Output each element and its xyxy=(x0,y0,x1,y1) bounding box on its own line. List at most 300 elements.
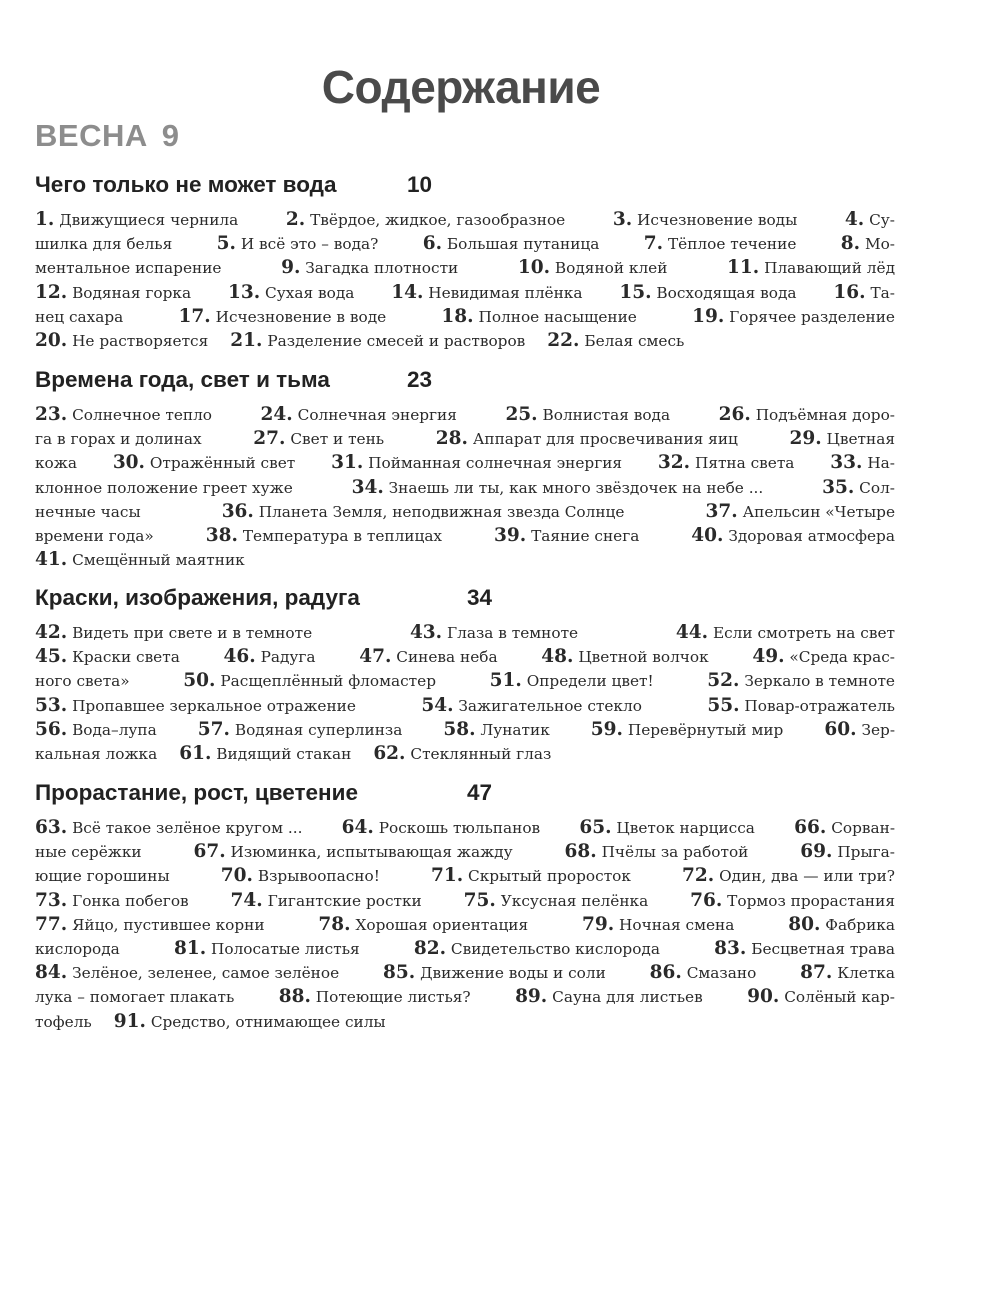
section-page[interactable]: 23 xyxy=(407,367,433,392)
entry-number: 86. xyxy=(649,962,682,984)
entry-number: 90. xyxy=(747,986,780,1008)
toc-entry[interactable] xyxy=(352,476,764,500)
toc-line xyxy=(35,840,895,864)
entry-number: 72. xyxy=(682,865,715,887)
entry-title: Водяной клей xyxy=(554,259,668,278)
entry-title: Знаешь ли ты, как много звёздочек на небе ... xyxy=(388,478,764,497)
entry-title: кислорода xyxy=(35,940,120,959)
entry-number: 13. xyxy=(227,281,261,303)
toc-entry[interactable] xyxy=(707,694,895,718)
entries xyxy=(35,208,895,353)
toc-entry[interactable] xyxy=(179,742,351,766)
season-page: 9 xyxy=(161,118,180,153)
section-title[interactable]: Прорастание, рост, цветение xyxy=(35,780,358,805)
entry-number: 69. xyxy=(800,841,833,863)
entry-number: 89. xyxy=(515,986,548,1008)
entry-number: 60. xyxy=(824,718,857,740)
toc-entry[interactable] xyxy=(431,864,631,888)
entry-number: 55. xyxy=(707,694,740,716)
toc-entry[interactable] xyxy=(515,985,703,1009)
toc-entry[interactable] xyxy=(35,403,212,427)
entry-title: Яйцо, пустившее корни xyxy=(72,915,265,934)
entry-title: Волнистая вода xyxy=(542,406,671,424)
toc-entry[interactable] xyxy=(752,645,895,669)
toc-entry[interactable] xyxy=(658,451,795,475)
toc-entry[interactable] xyxy=(359,645,497,669)
entry-number: 11. xyxy=(727,257,760,279)
toc-entry[interactable] xyxy=(35,985,234,1009)
toc-entry[interactable] xyxy=(35,621,312,645)
toc-entry[interactable] xyxy=(800,840,895,864)
toc-entry[interactable] xyxy=(410,621,578,645)
toc-entry[interactable] xyxy=(833,281,895,305)
entry-title: ментальное испарение xyxy=(35,259,222,278)
toc-entry[interactable] xyxy=(676,621,895,645)
entry-number: 74. xyxy=(230,889,263,911)
toc-entry[interactable] xyxy=(35,548,245,572)
toc-line xyxy=(35,864,895,888)
toc-entry[interactable] xyxy=(822,476,895,500)
toc-entry[interactable] xyxy=(830,451,895,475)
toc-entry[interactable] xyxy=(224,645,316,669)
entry-number: 61. xyxy=(179,743,212,765)
toc-entry[interactable] xyxy=(788,913,895,937)
entry-number: 21. xyxy=(230,330,263,352)
toc-entry[interactable] xyxy=(279,985,471,1009)
entry-number: 33. xyxy=(830,452,863,474)
entry-number: 4. xyxy=(844,209,865,230)
entry-title: Полное насыщение xyxy=(478,307,637,326)
toc-entry[interactable] xyxy=(174,937,360,961)
entry-number: 68. xyxy=(564,841,597,863)
entry-title: кальная ложка xyxy=(35,745,158,764)
toc-entry[interactable] xyxy=(35,913,265,937)
toc-line xyxy=(35,1010,895,1034)
entry-title: Та- xyxy=(870,283,895,302)
entry-title: Ночная смена xyxy=(619,915,735,934)
entry-title: Средство, отнимающее силы xyxy=(150,1012,386,1031)
entry-number: 58. xyxy=(443,718,476,740)
entry-title: Не растворяется xyxy=(72,332,209,351)
entry-title: Солнечное тепло xyxy=(72,406,213,424)
toc-entry[interactable] xyxy=(692,305,895,329)
entry-number: 87. xyxy=(800,962,833,984)
toc-entry[interactable] xyxy=(841,232,895,256)
toc-entry[interactable] xyxy=(565,840,749,864)
entry-number: 77. xyxy=(35,913,68,935)
entry-number: 2. xyxy=(285,209,306,230)
toc-entry[interactable] xyxy=(231,889,422,913)
entry-number: 81. xyxy=(173,938,207,960)
toc-entry[interactable] xyxy=(35,232,172,256)
entry-title: Зелёное, зеленее, самое зелёное xyxy=(72,964,340,983)
entry-title: Глаза в темноте xyxy=(447,624,579,642)
entry-title: Клетка xyxy=(837,964,895,983)
entry-title: Апельсин «Четыре xyxy=(742,502,895,521)
toc-entry[interactable] xyxy=(391,281,582,305)
toc-entry[interactable] xyxy=(342,816,540,840)
entry-number: 42. xyxy=(35,622,68,643)
toc-entry[interactable] xyxy=(35,864,170,888)
toc-entry[interactable] xyxy=(35,451,77,475)
entry-title: Определи цвет! xyxy=(526,672,654,691)
toc-entry[interactable] xyxy=(35,645,180,669)
entry-number: 52. xyxy=(707,670,740,692)
entry-number: 29. xyxy=(789,428,822,450)
toc-entry[interactable] xyxy=(318,913,528,937)
entry-title: Фабрика xyxy=(825,915,895,934)
toc-entry[interactable] xyxy=(35,961,339,985)
toc-line xyxy=(35,985,895,1009)
entry-title: Аппарат для просвечивания яиц xyxy=(472,430,738,449)
entry-number: 79. xyxy=(581,913,615,935)
toc-line xyxy=(35,281,895,305)
entry-title: га в горах и долинах xyxy=(35,430,202,449)
toc-entry[interactable] xyxy=(228,281,354,305)
entry-number: 49. xyxy=(752,646,785,668)
entry-title: Температура в теплицах xyxy=(242,527,443,546)
toc-entry[interactable] xyxy=(193,840,512,864)
toc-entry[interactable] xyxy=(35,816,302,840)
toc-line xyxy=(35,500,895,524)
entry-number: 44. xyxy=(675,622,709,643)
toc-line xyxy=(35,256,895,280)
entry-number: 19. xyxy=(692,305,725,327)
page-title: Содержание xyxy=(321,61,601,113)
toc-entry[interactable] xyxy=(727,256,895,280)
entry-title: Роскошь тюльпанов xyxy=(378,819,541,837)
toc-line xyxy=(35,742,895,766)
toc-entry[interactable] xyxy=(682,864,895,888)
entry-title: Зеркало в темноте xyxy=(744,672,895,691)
entry-title: Исчезновение воды xyxy=(637,211,798,229)
toc-line xyxy=(35,427,895,451)
entry-number: 50. xyxy=(183,670,216,692)
toc-entry[interactable] xyxy=(183,669,436,693)
entry-title: Пятна света xyxy=(694,454,795,473)
section-page[interactable]: 47 xyxy=(467,780,493,805)
toc-entry[interactable] xyxy=(261,403,457,427)
entry-number: 51. xyxy=(489,670,522,692)
toc-entry[interactable] xyxy=(789,427,895,451)
toc-entry[interactable] xyxy=(179,305,387,329)
entry-title: Плавающий лёд xyxy=(764,259,895,278)
toc-entry[interactable] xyxy=(443,718,549,742)
toc-entry[interactable] xyxy=(35,500,141,524)
entry-title: Потеющие листья? xyxy=(315,988,471,1007)
entry-number: 17. xyxy=(178,305,211,327)
toc-entry[interactable] xyxy=(691,524,895,548)
toc-entry[interactable] xyxy=(421,694,642,718)
season-name: ВЕСНА xyxy=(35,118,148,153)
toc-entry[interactable] xyxy=(281,256,458,280)
toc-entry[interactable] xyxy=(383,961,606,985)
entry-number: 82. xyxy=(413,938,447,960)
toc-entry[interactable] xyxy=(35,524,154,548)
entry-number: 24. xyxy=(260,404,293,425)
entry-number: 8. xyxy=(840,233,861,255)
toc-entry[interactable] xyxy=(505,403,670,427)
entry-title: Движущиеся чернила xyxy=(59,211,239,229)
entry-title: времени года» xyxy=(35,527,154,546)
entry-number: 25. xyxy=(505,404,538,425)
entry-title: Один, два — или три? xyxy=(719,867,895,886)
toc-entry[interactable] xyxy=(331,451,622,475)
entry-title: тофель xyxy=(35,1012,92,1031)
toc-entry[interactable] xyxy=(286,208,565,232)
toc-entry[interactable] xyxy=(824,718,895,742)
entry-number: 6. xyxy=(422,233,443,255)
toc-entry[interactable] xyxy=(690,889,895,913)
toc-entry[interactable] xyxy=(35,718,157,742)
entry-number: 71. xyxy=(430,865,464,887)
entry-title: Уксусная пелёнка xyxy=(500,891,649,910)
section-page[interactable]: 10 xyxy=(407,172,433,197)
section-title[interactable]: Чего только не может вода xyxy=(35,172,337,197)
entry-title: Если смотреть на свет xyxy=(712,624,895,642)
toc-entry[interactable] xyxy=(518,256,668,280)
entry-number: 20. xyxy=(35,330,68,352)
entry-title: Невидимая плёнка xyxy=(428,283,583,302)
toc-entry[interactable] xyxy=(490,669,654,693)
entry-number: 64. xyxy=(341,817,374,838)
toc-line xyxy=(35,305,895,329)
entry-title: Исчезновение в воде xyxy=(215,307,387,326)
toc-entry[interactable] xyxy=(35,281,191,305)
entry-number: 59. xyxy=(590,718,623,740)
entry-number: 67. xyxy=(193,841,226,863)
entry-number: 65. xyxy=(579,817,612,838)
toc-entry[interactable] xyxy=(35,329,208,353)
entry-number: 38. xyxy=(205,525,238,547)
entry-number: 14. xyxy=(391,281,424,303)
entry-title: Пчёлы за работой xyxy=(601,843,749,862)
entry-title: Су- xyxy=(869,211,895,229)
entry-number: 16. xyxy=(833,281,866,303)
section-growth xyxy=(35,780,895,1034)
toc-entry[interactable] xyxy=(35,427,202,451)
toc-entry[interactable] xyxy=(547,329,684,353)
entry-title: Разделение смесей и растворов xyxy=(267,332,526,351)
toc-entry[interactable] xyxy=(114,1010,386,1034)
section-water xyxy=(35,172,895,353)
toc-entry[interactable] xyxy=(441,305,636,329)
entry-number: 10. xyxy=(517,257,551,279)
entry-number: 54. xyxy=(421,694,454,716)
entry-number: 22. xyxy=(547,330,580,352)
entry-number: 53. xyxy=(35,694,68,716)
toc-line xyxy=(35,718,895,742)
entry-title: Синева неба xyxy=(396,648,498,667)
entry-number: 75. xyxy=(463,889,496,911)
entry-title: Гонка побегов xyxy=(72,891,189,910)
entry-title: Расщеплённый фломастер xyxy=(220,672,436,691)
entry-number: 80. xyxy=(788,913,821,935)
section-title[interactable]: Времена года, свет и тьма xyxy=(35,367,330,392)
entry-number: 28. xyxy=(435,428,468,450)
toc-entry[interactable] xyxy=(35,208,238,232)
toc-entry[interactable] xyxy=(230,329,525,353)
entry-title: Видеть при свете и в темноте xyxy=(72,624,313,642)
section-title[interactable]: Краски, изображения, радуга xyxy=(35,585,360,610)
toc-entry[interactable] xyxy=(35,840,142,864)
toc-entry[interactable] xyxy=(800,961,895,985)
toc-entry[interactable] xyxy=(35,669,130,693)
toc-entry[interactable] xyxy=(644,232,797,256)
entry-number: 32. xyxy=(657,452,691,474)
toc-line xyxy=(35,889,895,913)
toc-entry[interactable] xyxy=(222,500,625,524)
entry-title: Солёный кар- xyxy=(784,988,895,1007)
entry-title: Цветная xyxy=(826,430,895,449)
entry-number: 85. xyxy=(383,962,416,984)
entry-number: 62. xyxy=(373,743,406,765)
entries xyxy=(35,403,895,572)
entry-title: Отражённый свет xyxy=(149,454,296,473)
entry-title: Тормоз прорастания xyxy=(727,891,895,910)
entry-number: 37. xyxy=(705,500,738,522)
entry-title: Водяная горка xyxy=(72,283,192,302)
entry-title: Зажигательное стекло xyxy=(458,696,642,715)
entry-title: Перевёрнутый мир xyxy=(627,720,784,739)
entry-title: Здоровая атмосфера xyxy=(728,527,895,546)
toc-entry[interactable] xyxy=(206,524,442,548)
entry-number: 66. xyxy=(794,817,827,838)
toc-entry[interactable] xyxy=(794,816,895,840)
entry-title: шилка для белья xyxy=(35,235,173,254)
toc-entry[interactable] xyxy=(35,742,157,766)
entry-title: Движение воды и соли xyxy=(420,964,606,983)
entry-number: 45. xyxy=(35,646,68,668)
entry-title: Взрывоопасно! xyxy=(257,867,380,886)
entry-title: Солнечная энергия xyxy=(297,406,457,424)
section-page[interactable]: 34 xyxy=(467,585,493,610)
toc-entry[interactable] xyxy=(113,451,295,475)
toc-entry[interactable] xyxy=(706,500,895,524)
entry-title: Большая путаница xyxy=(446,235,600,254)
entry-number: 34. xyxy=(351,476,384,498)
toc-entry[interactable] xyxy=(579,816,755,840)
entry-title: Сауна для листьев xyxy=(552,988,703,1007)
toc-entry[interactable] xyxy=(650,961,757,985)
toc-entry[interactable] xyxy=(719,403,895,427)
toc-line xyxy=(35,232,895,256)
toc-entry[interactable] xyxy=(436,427,738,451)
entry-number: 5. xyxy=(216,233,236,255)
toc-entry[interactable] xyxy=(591,718,784,742)
toc-entry[interactable] xyxy=(198,718,403,742)
entry-number: 26. xyxy=(718,404,751,425)
entry-title: Сухая вода xyxy=(265,283,355,302)
toc-line xyxy=(35,208,895,232)
entry-title: Скрытый проросток xyxy=(468,867,631,886)
toc-entry[interactable] xyxy=(464,889,649,913)
entry-title: нец сахара xyxy=(35,307,124,326)
entry-number: 76. xyxy=(690,889,723,911)
entry-title: Восходящая вода xyxy=(656,283,797,302)
toc-entry[interactable] xyxy=(582,913,734,937)
entry-title: Зер- xyxy=(861,720,895,739)
toc-line xyxy=(35,913,895,937)
toc-entry[interactable] xyxy=(217,232,379,256)
entry-number: 9. xyxy=(281,257,301,279)
toc-entry[interactable] xyxy=(747,985,895,1009)
toc-line xyxy=(35,329,895,353)
entry-number: 40. xyxy=(691,525,724,547)
toc-entry[interactable] xyxy=(373,742,551,766)
entry-number: 48. xyxy=(541,646,574,668)
entry-number: 70. xyxy=(220,865,253,887)
entry-number: 78. xyxy=(318,913,351,935)
toc-entry[interactable] xyxy=(845,208,895,232)
entry-number: 27. xyxy=(253,428,286,450)
entry-title: Белая смесь xyxy=(584,332,685,351)
toc-entry[interactable] xyxy=(423,232,600,256)
entry-title: ные серёжки xyxy=(35,843,142,862)
season-heading xyxy=(35,118,179,154)
entry-title: Горячее разделение xyxy=(729,307,895,326)
entry-title: Свет и тень xyxy=(290,430,385,449)
toc-line xyxy=(35,548,895,572)
toc-entry[interactable] xyxy=(613,208,797,232)
toc-line xyxy=(35,621,895,645)
entry-title: Радуга xyxy=(260,648,316,667)
toc-entry[interactable] xyxy=(707,669,895,693)
toc-line xyxy=(35,816,895,840)
toc-entry[interactable] xyxy=(414,937,660,961)
toc-entry[interactable] xyxy=(541,645,708,669)
toc-line xyxy=(35,476,895,500)
toc-line xyxy=(35,937,895,961)
toc-entry[interactable] xyxy=(35,476,293,500)
entry-title: Бесцветная трава xyxy=(751,940,895,959)
toc-entry[interactable] xyxy=(619,281,796,305)
toc-entry[interactable] xyxy=(35,937,120,961)
entry-title: Полосатые листья xyxy=(211,940,360,959)
entry-title: ющие горошины xyxy=(35,867,170,886)
toc-entry[interactable] xyxy=(35,1010,92,1034)
toc-entry[interactable] xyxy=(221,864,380,888)
toc-entry[interactable] xyxy=(714,937,895,961)
entry-number: 43. xyxy=(409,622,443,643)
entry-title: Видящий стакан xyxy=(216,745,352,764)
entry-title: нечные часы xyxy=(35,502,141,521)
entry-number: 3. xyxy=(612,209,633,230)
entry-title: Таяние снега xyxy=(531,527,640,546)
entry-number: 36. xyxy=(221,500,254,522)
entry-number: 41. xyxy=(35,549,68,571)
entry-title: Смазано xyxy=(686,964,757,983)
entry-title: Тёплое течение xyxy=(667,235,797,254)
entry-title: И всё это – вода? xyxy=(240,235,379,254)
entry-number: 73. xyxy=(35,889,68,911)
entry-title: Повар-отражатель xyxy=(744,696,895,715)
entry-number: 7. xyxy=(643,233,664,255)
toc-entry[interactable] xyxy=(35,256,221,280)
entry-title: кожа xyxy=(35,454,77,473)
toc-entry[interactable] xyxy=(35,889,189,913)
entry-title: Всё такое зелёное кругом ... xyxy=(72,819,303,837)
toc-entry[interactable] xyxy=(35,694,356,718)
toc-entry[interactable] xyxy=(35,305,123,329)
section-colors xyxy=(35,585,895,766)
toc-entry[interactable] xyxy=(253,427,384,451)
toc-entry[interactable] xyxy=(494,524,639,548)
entry-title: клонное положение греет хуже xyxy=(35,478,293,497)
entry-title: Свидетельство кислорода xyxy=(450,940,660,959)
entry-title: Краски света xyxy=(72,648,180,667)
entry-number: 18. xyxy=(441,305,474,327)
